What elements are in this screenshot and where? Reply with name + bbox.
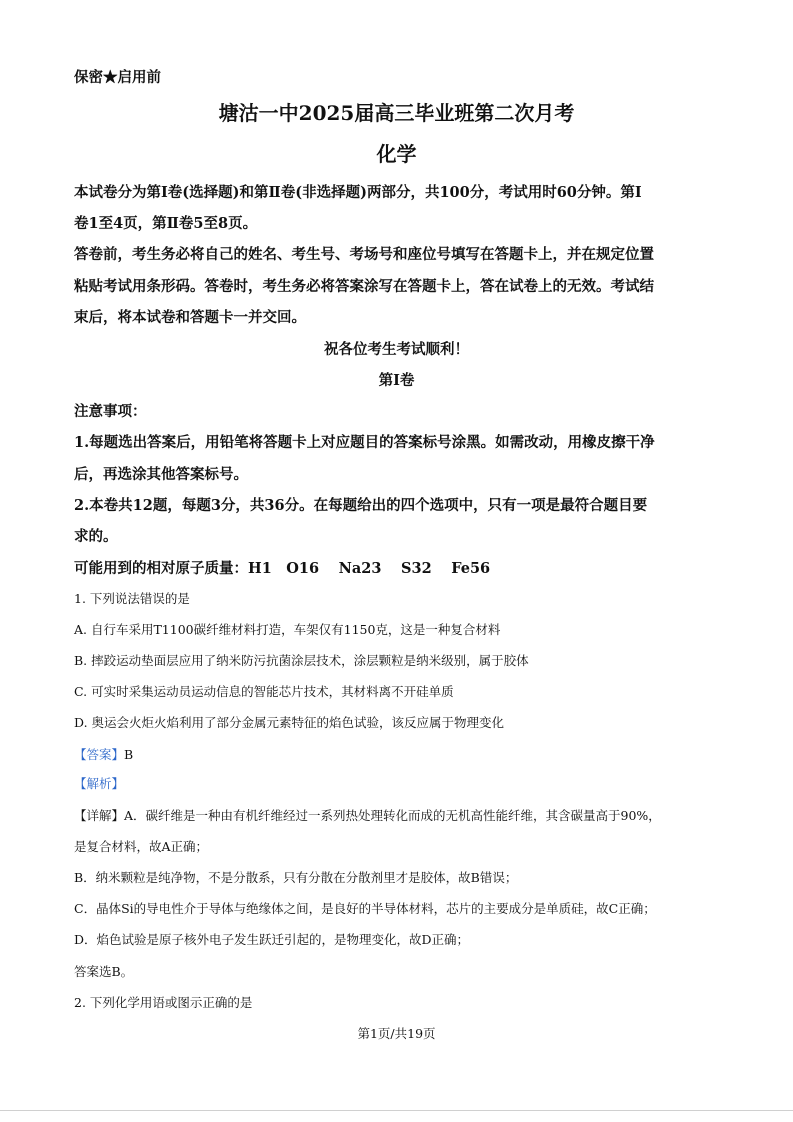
notes-heading: 注意事项： [74,403,147,420]
conclusion-line: 答案选B。 [74,964,134,979]
intro-line-3: 答卷前，考生务必将自己的姓名、考生号、考场号和座位号填写在答题卡上，并在规定位置 [74,246,654,263]
page-number: 第1页/共19页 [357,1026,436,1041]
detail-line-1: 【详解】A．碳纤维是一种由有机纤维经过一系列热处理转化而成的无机高性能纤维，其含碳量高于90%， [74,808,661,823]
page-bottom-divider [0,1110,793,1111]
note-1-line-1: 1.每题选出答案后，用铅笔将答题卡上对应题目的答案标号涂黑。如需改动，用橡皮擦干净 [74,434,655,451]
question-1-option-c: C. 可实时采集运动员运动信息的智能芯片技术，其材料离不开硅单质 [74,684,454,699]
intro-line-1: 本试卷分为第Ⅰ卷(选择题)和第Ⅱ卷(非选择题)两部分，共100分，考试用时60分钟。第Ⅰ [74,184,642,201]
exam-title: 塘沽一中2025届高三毕业班第二次月考 [218,101,575,125]
answer-tag: 【答案】 [74,747,125,762]
intro-line-4: 粘贴考试用条形码。答卷时，考生务必将答案涂写在答题卡上，答在试卷上的无效。考试结 [74,278,654,295]
intro-line-5: 束后，将本试卷和答题卡一并交回。 [74,309,306,326]
atomic-masses: 可能用到的相对原子质量：H1 O16 Na23 S32 Fe56 [74,560,491,577]
detail-line-4: C．晶体Si的导电性介于导体与绝缘体之间，是良好的半导体材料，芯片的主要成分是单质硅，故C正确； [74,901,656,916]
detail-line-2: 是复合材料，故A正确； [74,839,209,854]
confidential-label: 保密★启用前 [74,69,161,86]
detail-line-5: D．焰色试验是原子核外电子发生跃迁引起的，是物理变化，故D正确； [74,932,470,947]
question-1-option-a: A. 自行车采用T1100碳纤维材料打造，车架仅有1150克，这是一种复合材料 [74,622,501,637]
subject-title: 化学 [376,142,417,166]
question-1-option-d: D. 奥运会火炬火焰利用了部分金属元素特征的焰色试验，该反应属于物理变化 [74,715,505,730]
intro-line-2: 卷1至4页，第Ⅱ卷5至8页。 [74,215,258,232]
question-1-stem: 1. 下列说法错误的是 [74,591,190,606]
note-2-line-1: 2.本卷共12题，每题3分，共36分。在每题给出的四个选项中，只有一项是最符合题目要 [74,497,648,514]
answer-line [74,745,133,763]
part-one-heading: 第Ⅰ卷 [378,372,415,389]
answer-value: B [124,747,134,762]
question-1-option-b: B. 摔跤运动垫面层应用了纳米防污抗菌涂层技术，涂层颗粒是纳米级别，属于胶体 [74,653,529,668]
detail-line-3: B．纳米颗粒是纯净物，不是分散系，只有分散在分散剂里才是胶体，故B错误； [74,870,518,885]
question-2-stem: 2. 下列化学用语或图示正确的是 [74,995,253,1010]
note-1-line-2: 后，再选涂其他答案标号。 [74,466,248,483]
analysis-tag: 【解析】 [74,776,125,791]
note-2-line-2: 求的。 [74,528,118,545]
good-luck-line: 祝各位考生考试顺利！ [324,341,469,358]
